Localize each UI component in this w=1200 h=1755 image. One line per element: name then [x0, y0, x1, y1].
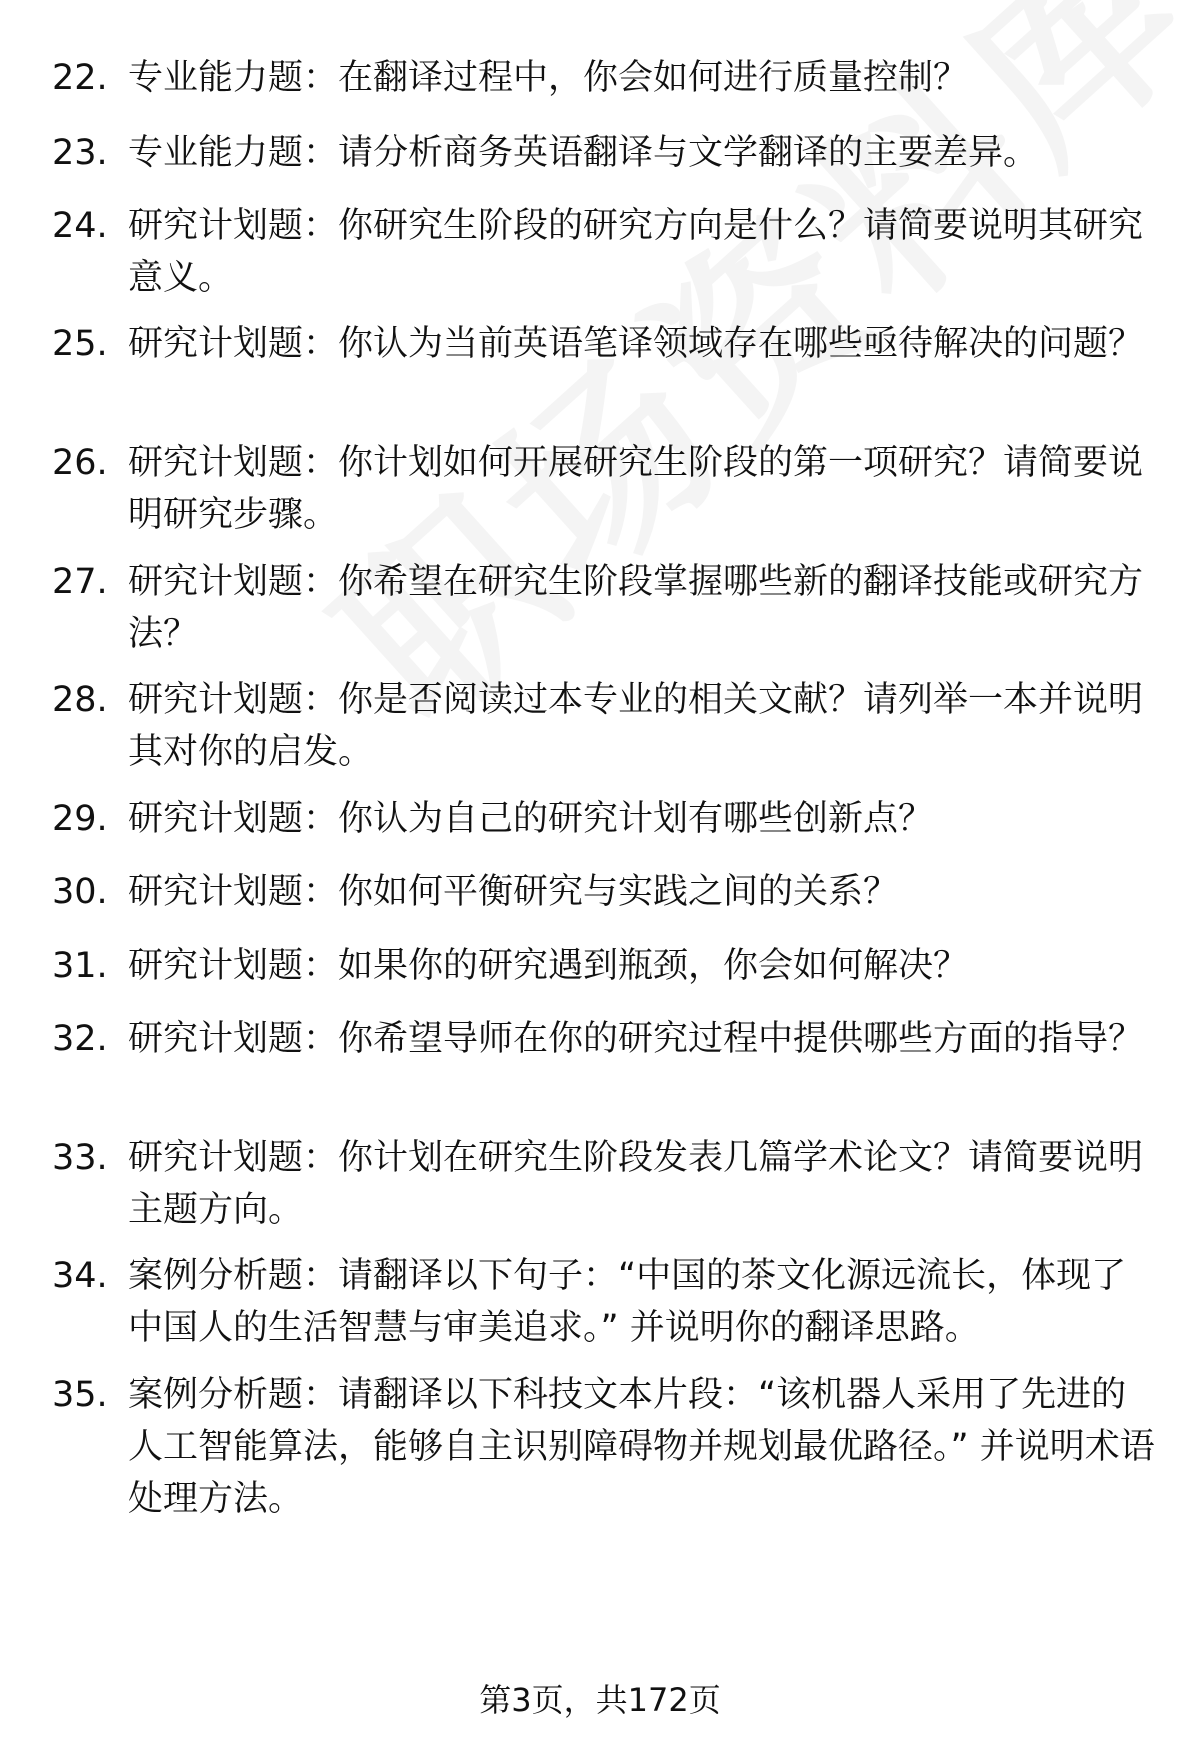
question-number: 23. [52, 133, 108, 173]
question-text: 研究计划题：你是否阅读过本专业的相关文献？请列举一本并说明其对你的启发。 [128, 680, 1144, 772]
question-number: 29. [52, 799, 108, 839]
question-text: 研究计划题：你希望在研究生阶段掌握哪些新的翻译技能或研究方法？ [128, 562, 1144, 654]
question-text: 研究计划题：你认为自己的研究计划有哪些创新点？ [128, 799, 934, 839]
question-number: 27. [52, 562, 108, 602]
question-text: 案例分析题：请翻译以下科技文本片段：“该机器人采用了先进的人工智能算法，能够自主识别障碍物并规划最优路径。” 并说明术语处理方法。 [128, 1375, 1155, 1519]
question-number: 30. [52, 872, 108, 912]
question-number: 22. [52, 58, 108, 98]
question-number: 35. [52, 1375, 108, 1415]
question-text: 案例分析题：请翻译以下句子：“中国的茶文化源远流长，体现了中国人的生活智慧与审美追求。” 并说明你的翻译思路。 [128, 1256, 1127, 1348]
question-text: 研究计划题：你认为当前英语笔译领域存在哪些亟待解决的问题？ [128, 324, 1144, 364]
question-text: 研究计划题：你计划如何开展研究生阶段的第一项研究？请简要说明研究步骤。 [128, 443, 1144, 535]
question-number: 34. [52, 1256, 108, 1296]
question-number: 28. [52, 680, 108, 720]
question-text: 研究计划题：你计划在研究生阶段发表几篇学术论文？请简要说明主题方向。 [128, 1138, 1144, 1230]
question-number: 32. [52, 1019, 108, 1059]
question-text: 专业能力题：请分析商务英语翻译与文学翻译的主要差异。 [128, 133, 1039, 173]
question-number: 26. [52, 443, 108, 483]
page-number: 第3页，共172页 [479, 1681, 721, 1719]
question-text: 专业能力题：在翻译过程中，你会如何进行质量控制？ [128, 58, 969, 98]
question-text: 研究计划题：你希望导师在你的研究过程中提供哪些方面的指导？ [128, 1019, 1144, 1059]
question-number: 31. [52, 946, 108, 986]
question-number: 33. [52, 1138, 108, 1178]
question-text: 研究计划题：你如何平衡研究与实践之间的关系？ [128, 872, 899, 912]
question-text: 研究计划题：你研究生阶段的研究方向是什么？请简要说明其研究意义。 [128, 206, 1144, 298]
question-text: 研究计划题：如果你的研究遇到瓶颈，你会如何解决？ [128, 946, 969, 986]
question-number: 25. [52, 324, 108, 364]
question-number: 24. [52, 206, 108, 246]
